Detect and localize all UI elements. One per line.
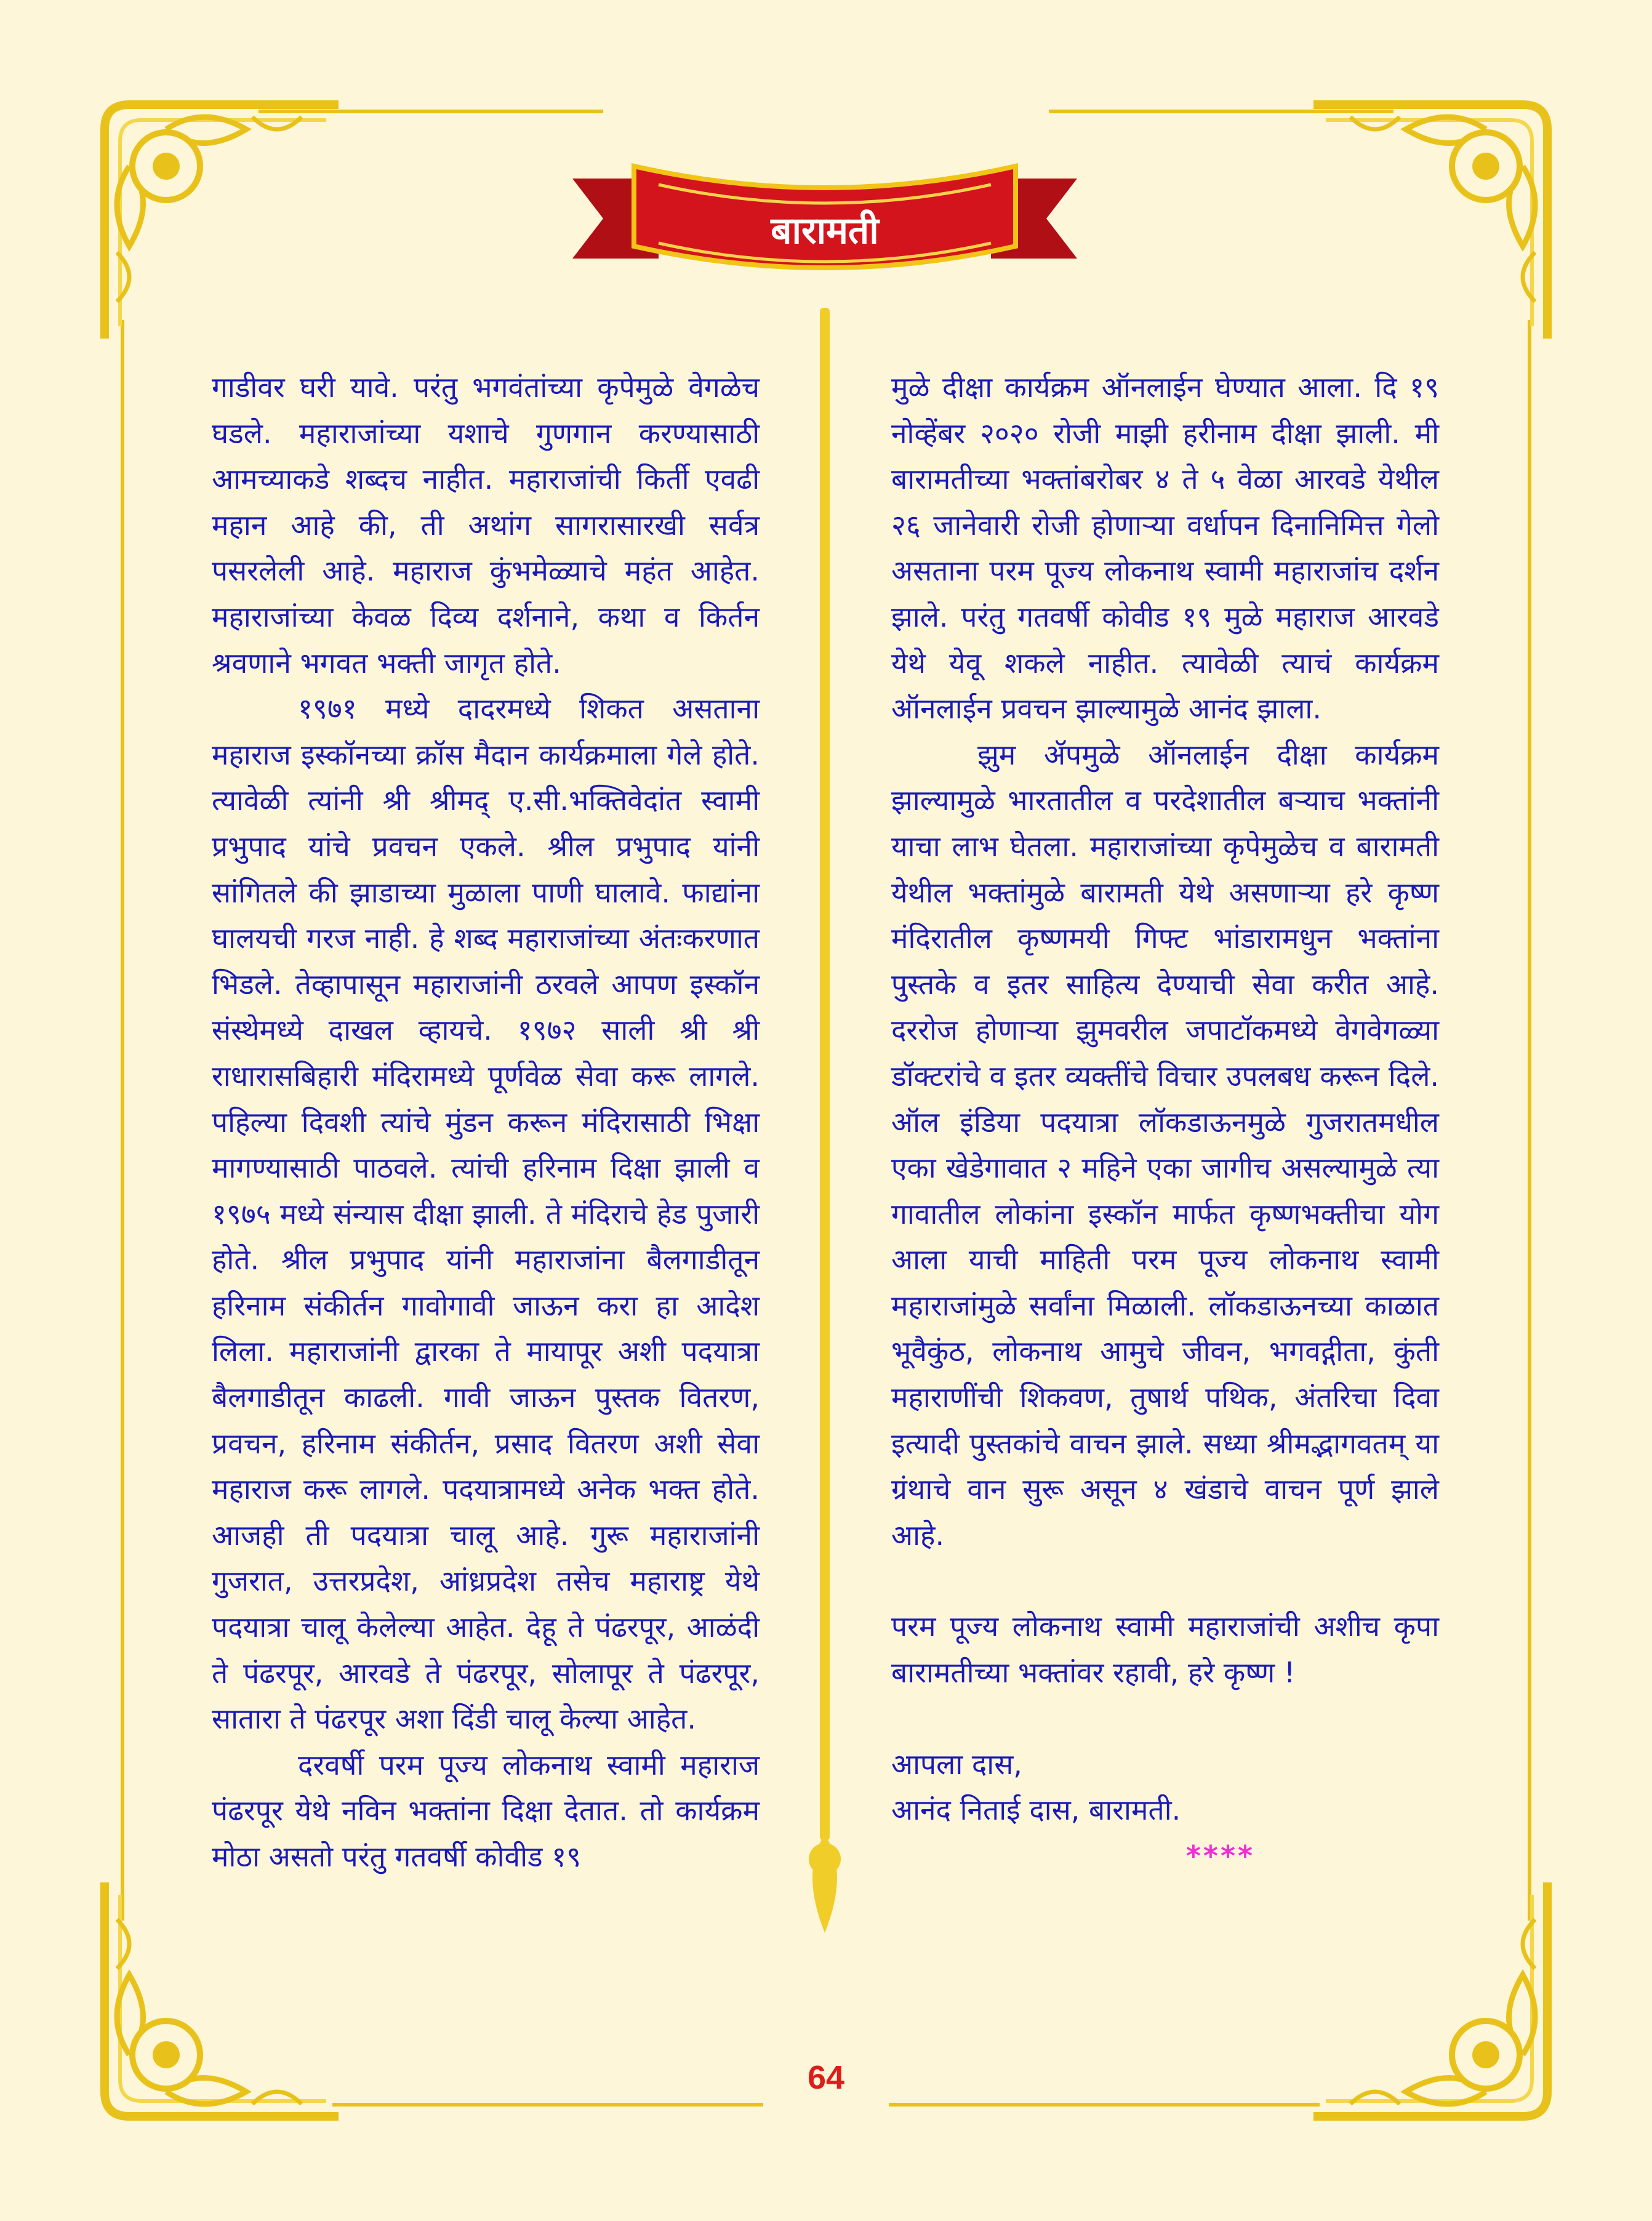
left-paragraph-1: गाडीवर घरी यावे. परंतु भगवंतांच्या कृपेमुळे वेगळेच घडले. महाराजांच्या यशाचे गुणगान करण्यासाठी आमच्याकडे शब्दच नाहीत. महाराजांची किर्ती एवढी महान आहे की, ती अथांग सागरासारखी सर्वत्र पसरलेली आहे. महाराज कुंभमेळ्याचे महंत आहेत. महाराजांच्या केवळ दिव्य दर्शनाने, कथा व किर्तन श्रवणाने भगवत भक्ती जागृत होते. (212, 371, 760, 680)
left-paragraph-2: १९७१ मध्ये दादरमध्ये शिकत असताना महाराज इस्कॉनच्या क्रॉस मैदान कार्यक्रमाला गेले होते. त्यावेळी त्यांनी श्री श्रीमद् ए.सी.भक्तिवेदांत स्वामी प्रभुपाद यांचे प्रवचन एकले. श्रील प्रभुपाद यांनी सांगितले की झाडाच्या मुळाला पाणी घालावे. फाद्यांना घालयची गरज नाही. हे शब्द महाराजांच्या अंतःकरणात भिडले. तेव्हापासून महाराजांनी ठरवले आपण इस्कॉन संस्थेमध्ये दाखल व्हायचे. १९७२ साली श्री श्री राधारासबिहारी मंदिरामध्ये पूर्णवेळ सेवा करू लागले. पहिल्या दिवशी त्यांचे मुंडन करून मंदिरासाठी भिक्षा मागण्यासाठी पाठवले. त्यांची हरिनाम दिक्षा झाली व १९७५ मध्ये संन्यास दीक्षा झाली. ते मंदिराचे हेड पुजारी होते. श्रील प्रभुपाद यांनी महाराजांना बैलगाडीतून हरिनाम संकीर्तन गावोगावी जाऊन करा हा आदेश लिला. महाराजांनी द्वारका ते मायापूर अशी पदयात्रा बैलगाडीतून काढली. गावी जाऊन पुस्तक वितरण, प्रवचन, हरिनाम संकीर्तन, प्रसाद वितरण अशी सेवा महाराज करू लागले. पदयात्रामध्ये अनेक भक्त होते. आजही ती पदयात्रा चालू आहे. गुरू महाराजांनी गुजरात, उत्तरप्रदेश, आंध्रप्रदेश तसेच महाराष्ट्र येथे पदयात्रा चालू केलेल्या आहेत. देहू ते पंढरपूर, आळंदी ते पंढरपूर, आरवडे ते पंढरपूर, सोलापूर ते पंढरपूर, सातारा ते पंढरपूर अशा दिंडी चालू केल्या आहेत. (212, 692, 760, 1736)
page-number: 64 (807, 2059, 845, 2096)
right-column (891, 364, 1439, 1879)
corner-ornament-top-left (92, 92, 357, 357)
frame-left-line (121, 320, 124, 1921)
right-paragraph-2: झुम ॲपमुळे ऑनलाईन दीक्षा कार्यक्रम झाल्यामुळे भारतातील व परदेशातील बऱ्याच भक्तांनी याचा लाभ घेतला. महाराजांच्या कृपेमुळेच व बारामती येथील भक्तांमुळे बारामती येथे असणाऱ्या हरे कृष्ण मंदिरातील कृष्णमयी गिफ्ट भांडारामधुन भक्तांना पुस्तके व इतर साहित्य देण्याची सेवा करीत आहे. दररोज होणाऱ्या झुमवरील जपाटॉकमध्ये वेगवेगळ्या डॉक्टरांचे व इतर व्यक्तींचे विचार उपलबध करून दिले. ऑल इंडिया पदयात्रा लॉकडाऊनमुळे गुजरातमधील एका खेडेगावात २ महिने एका जागीच असल्यामुळे त्या गावातील लोकांना इस्कॉन मार्फत कृष्णभक्तीचा योग आला याची माहिती परम पूज्य लोकनाथ स्वामी महाराजांमुळे सर्वांना मिळाली. लॉकडाऊनच्या काळात भूवैकुंठ, लोकनाथ आमुचे जीवन, भगवद्गीता, कुंती महाराणींची शिकवण, तुषार्थ पथिक, अंतरिचा दिवा इत्यादी पुस्तकांचे वाचन झाले. सध्या श्रीमद्भागवतम् या ग्रंथाचे वान सुरू असून ४ खंडाचे वाचन पूर्ण झाले आहे. (891, 737, 1439, 1552)
closing-stars: **** (1185, 1839, 1256, 1873)
left-column (212, 364, 760, 1880)
page-title: बारामती (771, 209, 879, 252)
spacer (891, 1558, 1439, 1604)
column-divider (794, 308, 856, 2093)
frame-bottom-left-line (332, 2103, 763, 2107)
corner-ornament-bottom-right (1295, 1864, 1560, 2129)
signoff-line-2: आनंद निताई दास, बारामती. (891, 1793, 1181, 1827)
frame-right-line (1528, 320, 1531, 1921)
right-paragraph-1: मुळे दीक्षा कार्यक्रम ऑनलाईन घेण्यात आला. दि १९ नोव्हेंबर २०२० रोजी माझी हरीनाम दीक्षा झाली. मी बारामतीच्या भक्तांबरोबर ४ ते ५ वेळा आरवडे येथील २६ जानेवारी रोजी होणाऱ्या वर्धापन दिनानिमित्त गेलो असताना परम पूज्य लोकनाथ स्वामी महाराजांच दर्शन झाले. परंतु गतवर्षी कोवीड १९ मुळे महाराज आरवडे येथे येवू शकले नाहीत. त्यावेळी त्याचं कार्यक्रम ऑनलाईन प्रवचन झाल्यामुळे आनंद झाला. (891, 371, 1439, 726)
spacer (891, 1696, 1439, 1741)
signoff-line-1: आपला दास, (891, 1747, 1022, 1781)
corner-ornament-bottom-left (92, 1864, 357, 2129)
corner-ornament-top-right (1295, 92, 1560, 357)
right-paragraph-3: परम पूज्य लोकनाथ स्वामी महाराजांची अशीच कृपा बारामतीच्या भक्तांवर रहावी, हरे कृष्ण ! (891, 1610, 1439, 1690)
left-paragraph-3: दरवर्षी परम पूज्य लोकनाथ स्वामी महाराज पंढरपूर येथे नविन भक्तांना दिक्षा देतात. तो कार्यक्रम मोठा असतो परंतु गतवर्षी कोवीड १९ (212, 1748, 760, 1873)
frame-bottom-right-line (889, 2103, 1320, 2107)
